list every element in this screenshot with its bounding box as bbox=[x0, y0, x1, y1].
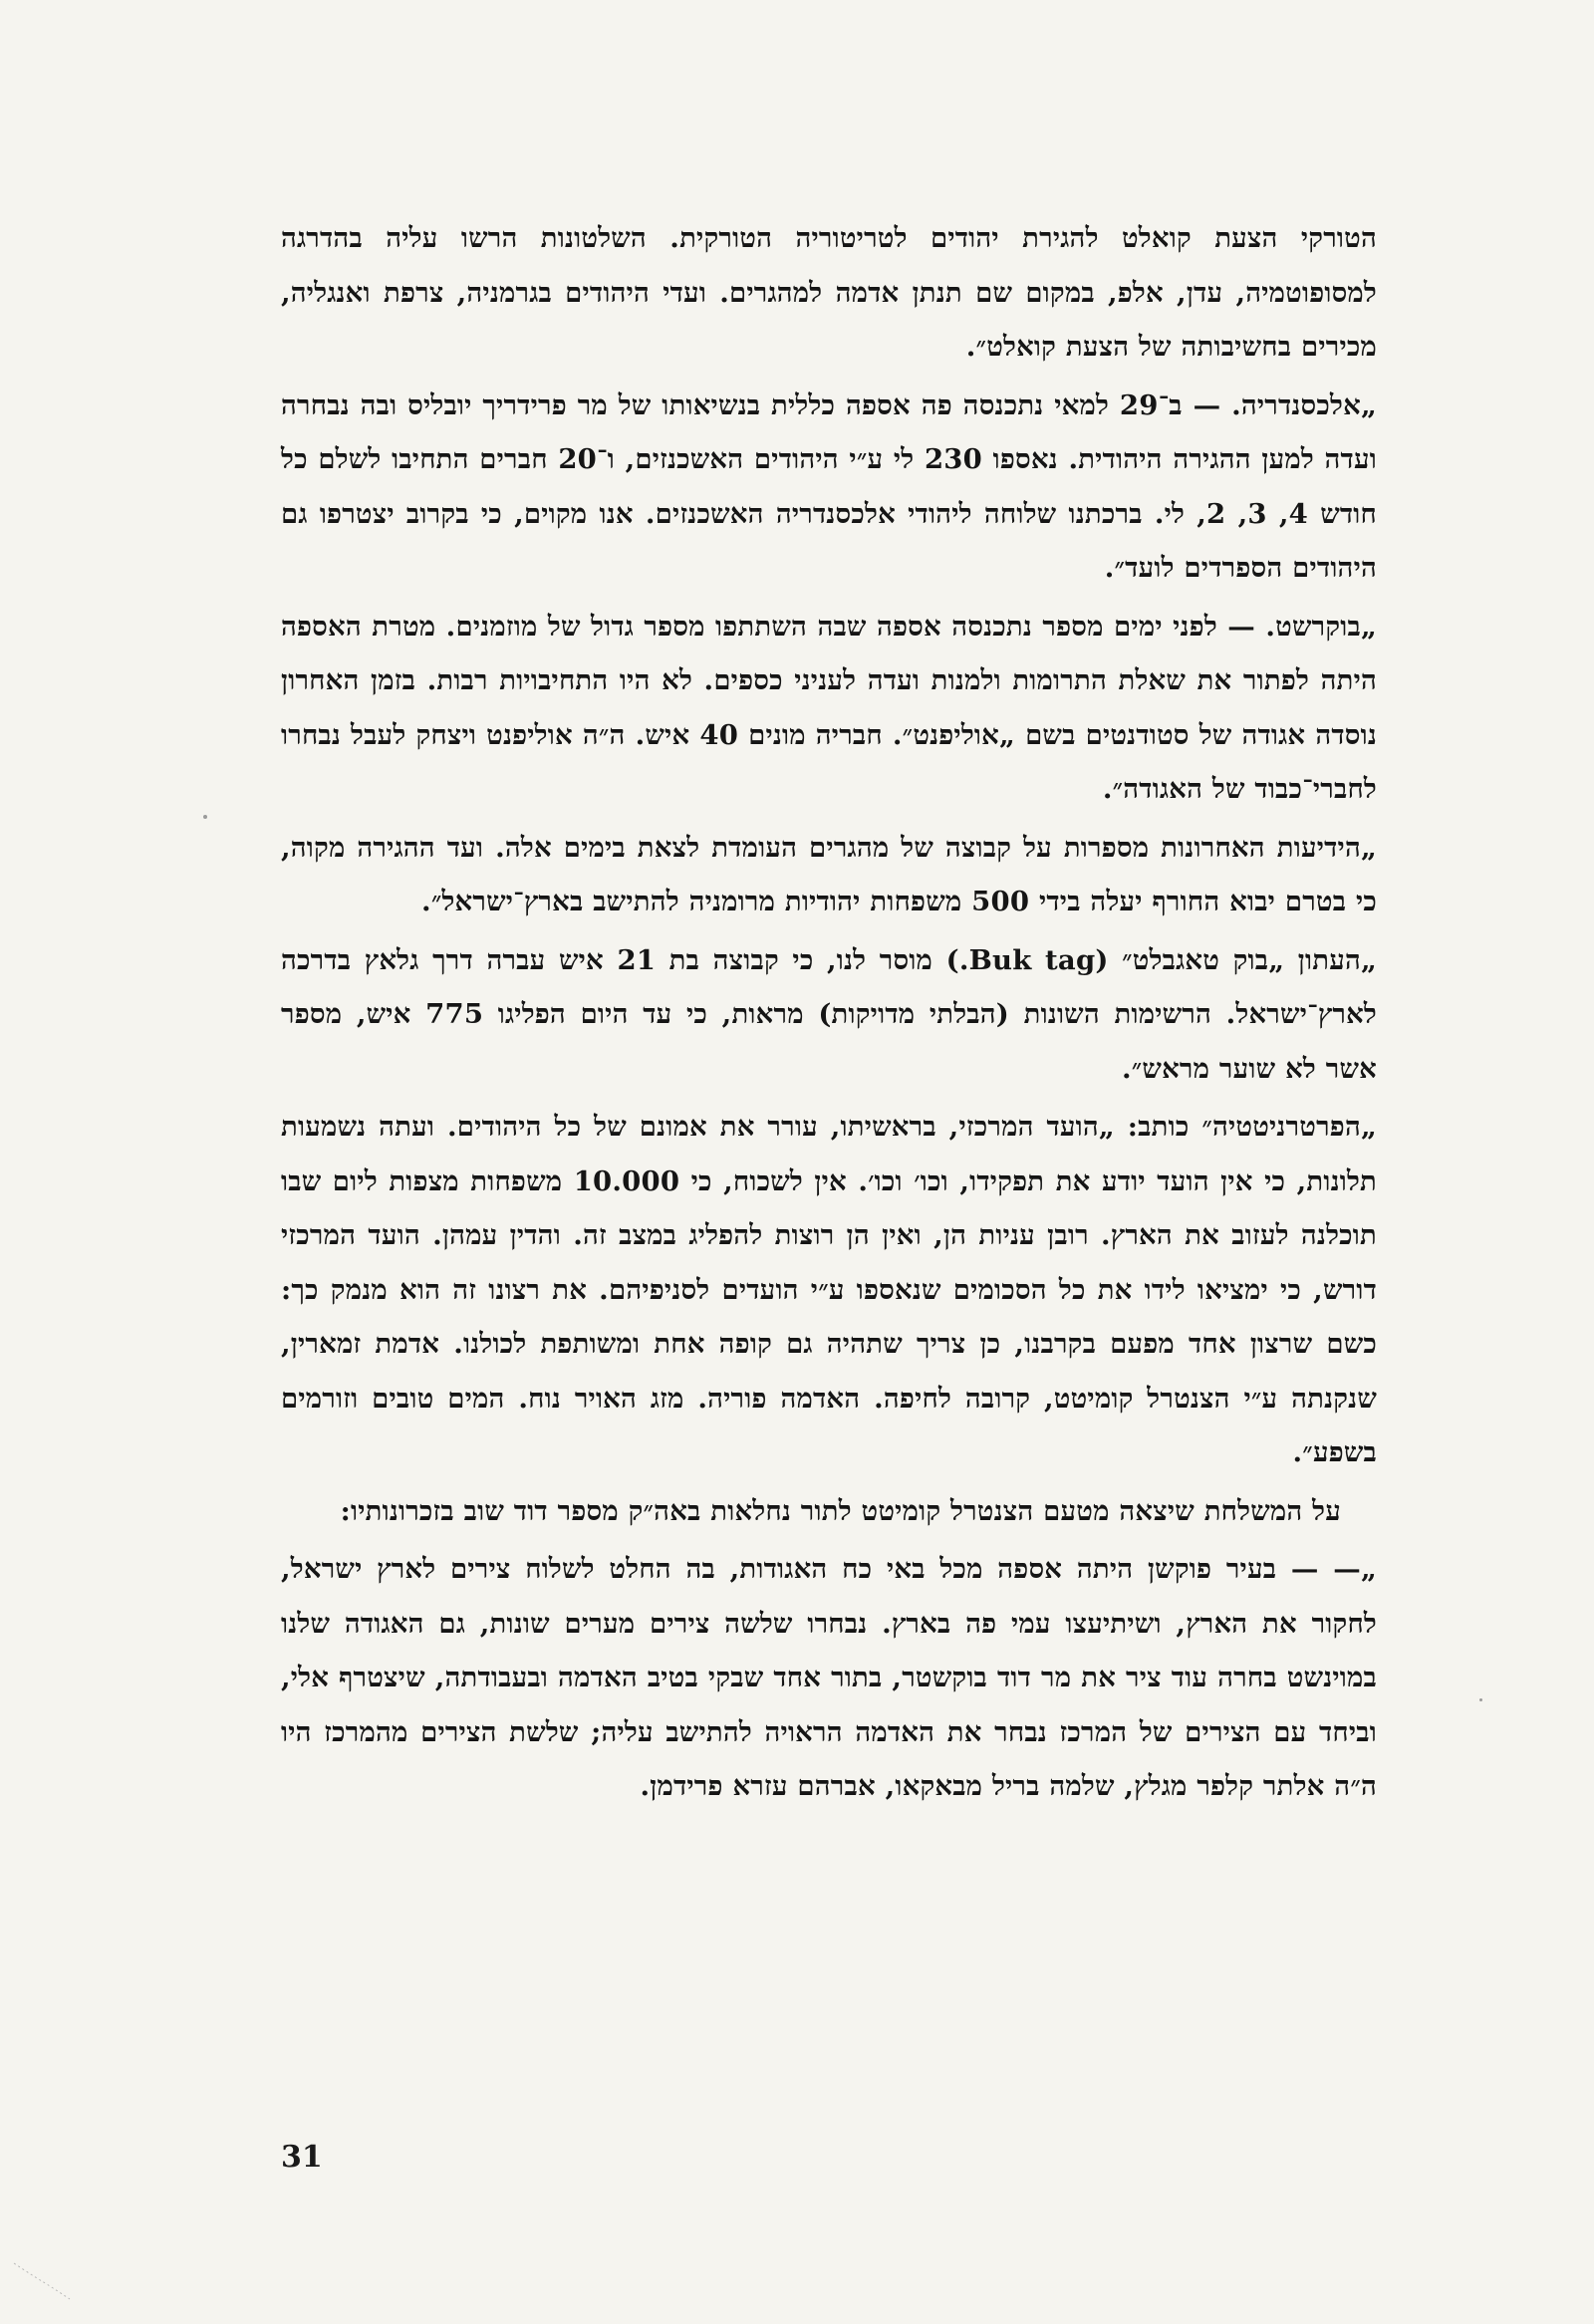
body-text bbox=[281, 211, 1377, 1814]
paragraph-7: על המשלחת שיצאה מטעם הצנטרל קומיטט לתור נחלאות באה״ק מספר דוד שוב בזכרונותיו: bbox=[340, 1494, 1341, 1527]
scan-speck bbox=[1479, 1698, 1482, 1701]
paragraph-8: „— — בעיר פוקשן היתה אספה מכל באי כח האגודות, בה החלט לשלוח צירים לארץ ישראל, לחקור את הארץ, ושיתיעצו עמי פה בארץ. נבחרו שלשה צירים מערים שונות, גם האגודה שלנו במוינשט בחרה עוד ציר את מר דוד בוקשטר, בתור אחד שבקי בטיב האדמה ובעבודתה, שיצטרף אלי, וביחד עם הצירים של המרכז נבחר את האדמה הראויה להתישב עליה; שלשת הצירים מהמרכז היו ה״ה אלתר קלפר מגלץ, שלמה בריל מבאקאו, אברהם עזרא פרידמן. bbox=[281, 1553, 1377, 1802]
paragraph-4: „הידיעות האחרונות מספרות על קבוצה של מהגרים העומדת לצאת בימים אלה. ועד ההגירה מקוה, כי בטרם יבוא החורף יעלה בידי 500 משפחות יהודיות מרומניה להתישב בארץ־ישראל״. bbox=[281, 831, 1377, 917]
scan-speck bbox=[203, 815, 207, 819]
paragraph-6: „הפרטרניטטיה״ כותב: „הועד המרכזי, בראשיתו, עורר את אמונם של כל היהודים. ועתה נשמעות תלונות, כי אין הועד יודע את תפקידו, וכו׳ וכו׳. אין לשכוח, כי 10.000 משפחות מצפות ליום שבו תוכלנה לעזוב את הארץ. רובן עניות הן, ואין הן רוצות להפליג במצב זה. והדין עמהן. הועד המרכזי דורש, כי ימציאו לידו את כל הסכומים שנאספו ע״י הועדים לסניפיהם. את רצונו זה הוא מנמק כך: כשם שרצון אחד מפעם בקרבנו, כן צריך שתהיה גם קופה אחת ומשותפת לכולנו. אדמת זמארין, שנקנתה ע״י הצנטרל קומיטט, קרובה לחיפה. האדמה פוריה. מזג האויר נוח. המים טובים וזורמים בשפע״. bbox=[281, 1111, 1377, 1468]
paragraph-2: „אלכסנדריה. — ב־29 למאי נתכנסה פה אספה כללית בנשיאותו של מר פרידריך יובליס ובה נבחרה ועדה למען ההגירה היהודית. נאספו 230 לי ע״י היהודים האשכנזים, ו־20 חברים התחיבו לשלם כל חודש 4, 3, 2, לי. ברכתנו שלוחה ליהודי אלכסנדריה האשכנזים. אנו מקוים, כי בקרוב יצטרפו גם היהודים הספרדים לועד״. bbox=[281, 388, 1378, 584]
scan-artifact bbox=[12, 2261, 72, 2301]
paragraph-1: הטורקי הצעת קואלט להגירת יהודים לטריטוריה הטורקית. השלטונות הרשו עליה בהדרגה למסופוטמיה, עדן, אלפ, במקום שם תנתן אדמה למהגרים. ועדי היהודים בגרמניה, צרפת ואנגליה, מכירים בחשיבותה של הצעת קואלט״. bbox=[281, 222, 1377, 363]
paragraph-3: „בוקרשט. — לפני ימים מספר נתכנסה אספה שבה השתתפו מספר גדול של מוזמנים. מטרת האספה היתה לפתור את שאלת התרומות ולמנות ועדה לעניני כספים. לא היו התחיבויות רבות. בזמן האחרון נוסדה אגודה של סטודנטים בשם „אוליפנט״. חבריה מונים 40 איש. ה״ה אוליפנט ויצחק לעבל נבחרו לחברי־כבוד של האגודה״. bbox=[281, 610, 1377, 805]
page-number: 31 bbox=[281, 2140, 323, 2175]
paragraph-5: „העתון „בוק טאגבלט״ (Buk tag.) מוסר לנו, כי קבוצה בת 21 איש עברה דרך גלאץ בדרכה לארץ־ישראל. הרשימות השונות (הבלתי מדויקות) מראות, כי עד היום הפליגו 775 איש, מספר אשר לא שוער מראש״. bbox=[281, 943, 1378, 1085]
